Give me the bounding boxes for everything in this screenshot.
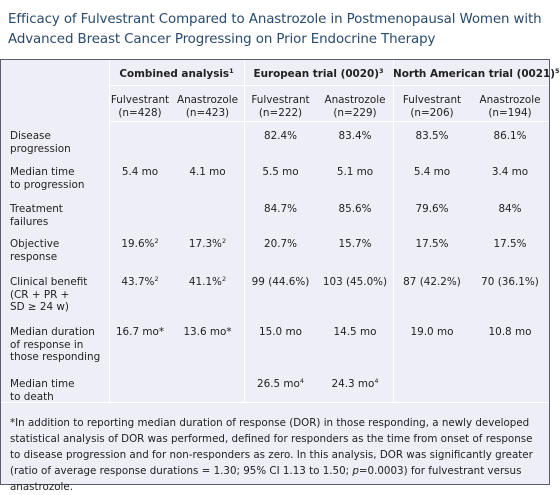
column-header-drug: Fulvestrant	[110, 94, 170, 106]
table-cell-value: 5.5 mo	[262, 166, 299, 178]
header-divider	[109, 85, 549, 86]
column-header	[109, 94, 171, 119]
row-label	[10, 166, 84, 191]
table-cell	[171, 276, 244, 289]
table-cell	[244, 238, 317, 251]
table-cell-value: 85.6%	[338, 203, 372, 215]
table-cell-value: 84.7%	[263, 203, 297, 215]
table-cell-value: 20.7%	[263, 238, 297, 250]
column-header-n: (n=229)	[333, 106, 377, 119]
table-cell	[244, 130, 317, 143]
table-cell-value: 99 (44.6%)	[251, 276, 310, 288]
table-cell-value: 4.1 mo	[189, 166, 226, 178]
row-label	[10, 378, 75, 403]
group-header-label: Combined analysis	[119, 68, 230, 80]
table-cell-value: 26.5 mo	[256, 378, 300, 390]
row-label	[10, 238, 59, 263]
row-label-line: Objective	[10, 238, 60, 250]
table-cell	[317, 378, 393, 391]
table-cell	[393, 203, 471, 216]
group-header-ref: 5	[555, 67, 560, 75]
column-header-drug: Anastrozole	[324, 94, 386, 106]
table-cell-value: 3.4 mo	[491, 166, 529, 178]
column-header	[393, 94, 471, 119]
table-cell	[244, 326, 317, 339]
table-cell-value: 70 (36.1%)	[481, 276, 539, 288]
group-header-ref: 1	[229, 67, 234, 75]
table-cell-value: 43.7%	[121, 276, 155, 288]
row-label	[10, 203, 63, 228]
table-cell	[317, 166, 393, 179]
footnote	[10, 415, 542, 495]
table-cell-value: 82.4%	[263, 130, 297, 142]
table-cell-value: 19.6%	[121, 238, 155, 250]
row-label-line: (CR + PR +	[10, 288, 70, 301]
column-header	[171, 94, 244, 119]
table-cell	[317, 238, 393, 251]
table-cell-ref: 2	[221, 275, 227, 283]
row-label-line: Disease	[10, 130, 51, 142]
row-label-line: Median duration	[10, 326, 95, 338]
column-header-n: (n=428)	[118, 106, 162, 119]
group-header-label: European trial (0020)	[253, 68, 379, 80]
efficacy-table	[0, 59, 560, 493]
table-cell	[393, 326, 471, 339]
group-header-ref: 3	[379, 67, 384, 75]
row-label-line: to progression	[10, 178, 85, 191]
column-header-n: (n=222)	[258, 106, 303, 119]
row-label-line: of response in	[10, 338, 84, 351]
table-cell-value: 83.5%	[415, 130, 449, 142]
table-cell-value: 5.1 mo	[336, 166, 374, 178]
column-header-n: (n=206)	[410, 106, 454, 119]
table-cell	[317, 326, 393, 339]
table-cell	[244, 378, 317, 391]
table-cell	[393, 130, 471, 143]
table-cell-value: 84%	[498, 203, 522, 215]
table-cell-value: 86.1%	[493, 130, 527, 142]
table-cell	[317, 276, 393, 289]
table-cell	[471, 326, 549, 339]
table-cell	[109, 238, 171, 251]
group-header	[109, 68, 244, 81]
row-label-line: Clinical benefit	[10, 276, 88, 288]
row-label	[10, 326, 100, 364]
row-label-line: Median time	[10, 378, 75, 390]
table-cell	[471, 166, 549, 179]
table-cell	[317, 203, 393, 216]
column-header-drug: Fulvestrant	[251, 94, 310, 106]
table-cell	[244, 276, 317, 289]
footnote-p-symbol: p	[352, 465, 359, 477]
table-cell	[393, 238, 471, 251]
table-cell	[471, 238, 549, 251]
column-header-drug: Fulvestrant	[402, 94, 462, 106]
page-title: Efficacy of Fulvestrant Compared to Anastrozole in Postmenopausal Women with Advanced Breast Cancer Progressing on Prior Endocrine Therapy	[8, 12, 542, 47]
column-header-drug: Anastrozole	[176, 94, 239, 106]
table-cell	[393, 276, 471, 289]
table-cell-value: 5.4 mo	[413, 166, 451, 178]
row-label-line: response	[10, 250, 58, 263]
table-cell-value: 14.5 mo	[333, 326, 377, 338]
footnote-divider	[1, 402, 549, 403]
table-cell-value: 41.1%	[188, 276, 222, 288]
table-cell-value: 5.4 mo	[121, 166, 159, 178]
row-label-line: Treatment	[10, 203, 63, 215]
column-header	[471, 94, 549, 119]
table-cell	[471, 203, 549, 216]
table-cell-value: 87 (42.2%)	[403, 276, 461, 288]
table-cell	[109, 166, 171, 179]
table-cell	[471, 276, 549, 289]
table-cell-ref: 4	[374, 377, 379, 385]
table-cell-ref: 2	[154, 237, 159, 245]
table-cell-value: 79.6%	[415, 203, 449, 215]
table-cell-value: 17.5%	[493, 238, 527, 250]
row-label-line: Median time	[10, 166, 75, 178]
column-header-n: (n=194)	[488, 106, 532, 119]
column-header	[317, 94, 393, 119]
table-cell-value: 17.3%	[188, 238, 222, 250]
column-header-n: (n=423)	[185, 106, 230, 119]
table-cell-ref: 2	[154, 275, 159, 283]
table-cell	[471, 130, 549, 143]
table-cell-value: 15.0 mo	[259, 326, 302, 338]
group-header	[393, 67, 560, 81]
table-cell	[244, 203, 317, 216]
row-label-line: those responding	[10, 351, 101, 364]
table-cell	[171, 326, 244, 339]
table-cell-value: 24.3 mo	[331, 378, 375, 390]
table-cell	[393, 166, 471, 179]
table-cell-value: 17.5%	[415, 238, 449, 250]
table-cell-ref: 4	[299, 377, 305, 385]
row-label-line: progression	[10, 142, 71, 155]
row-label-line: SD ≥ 24 w)	[10, 301, 69, 314]
table-cell-value: 15.7%	[338, 238, 372, 250]
table-cell	[171, 238, 244, 251]
row-label	[10, 276, 87, 314]
row-label-line: to death	[10, 390, 54, 403]
table-cell-value: 13.6 mo*	[183, 326, 232, 338]
table-cell	[109, 276, 171, 289]
row-label	[10, 130, 71, 155]
group-header-label: North American trial (0021)	[393, 68, 555, 80]
footnote-text-after: =0.0003) for fulvestrant versus anastrozole.	[10, 465, 522, 493]
row-label-line: failures	[10, 215, 49, 228]
group-header	[244, 68, 393, 81]
table-cell	[317, 130, 393, 143]
column-header	[244, 94, 317, 119]
header-divider	[109, 121, 549, 122]
table-cell-value: 16.7 mo*	[115, 326, 165, 338]
table-cell-value: 10.8 mo	[488, 326, 532, 338]
footnote-text-before: *In addition to reporting median duration of response (DOR) in those responding, a newly developed statistical analysis of DOR was performed, defined for responders as the time from onset of response to disease progression and for non-responders as zero. In this analysis, DOR was significantly greater (ratio of average response durations = 1.30; 95% CI 1.13 to 1.50;	[10, 417, 533, 477]
table-cell-ref: 2	[221, 237, 227, 245]
table-cell	[244, 166, 317, 179]
table-cell	[171, 166, 244, 179]
column-header-drug: Anastrozole	[479, 94, 541, 106]
table-cell-value: 103 (45.0%)	[322, 276, 388, 288]
table-cell-value: 19.0 mo	[410, 326, 454, 338]
table-cell	[109, 326, 171, 339]
table-cell-value: 83.4%	[338, 130, 372, 142]
